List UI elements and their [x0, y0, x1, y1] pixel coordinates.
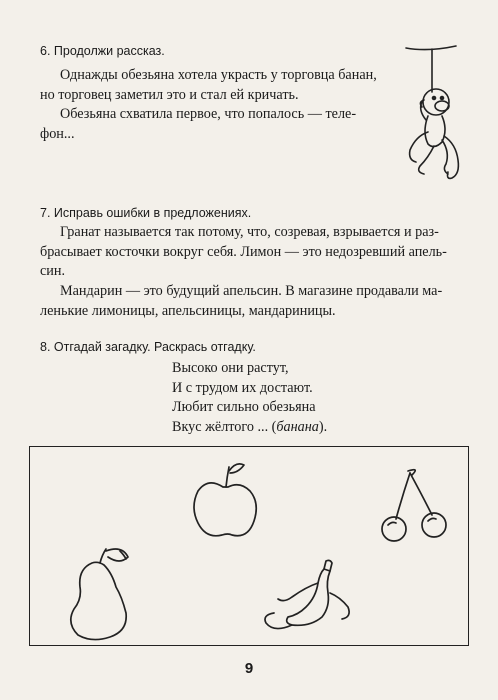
task-6-title: 6. Продолжи рассказ. [40, 44, 165, 58]
riddle-verse [172, 359, 327, 437]
task-6-line: Однажды обезьяна хотела украсть у торговца банан, [60, 67, 377, 83]
riddle-line: Высоко они растут, [172, 360, 289, 376]
cherries-drawing[interactable] [382, 470, 446, 541]
task-7-line: Гранат называется так потому, что, созревая, взрывается и раз- [60, 224, 439, 240]
task-7-line: ленькие лимоницы, апельсиницы, мандариницы. [40, 302, 336, 319]
task-6-text [40, 66, 390, 144]
task-7-line: брасывает косточки вокруг себя. Лимон — это недозревший апель- [40, 243, 447, 260]
task-7-paragraph-1 [40, 223, 468, 282]
riddle-suffix: ). [318, 418, 328, 435]
riddle-line: Любит сильно обезьяна [172, 399, 316, 415]
task-6-line: Обезьяна схватила первое, что попалось — теле- [60, 106, 357, 122]
pear-drawing[interactable] [71, 549, 128, 640]
apple-drawing[interactable] [194, 464, 256, 536]
page-number: 9 [244, 660, 254, 677]
task-8-title: 8. Отгадай загадку. Раскрась отгадку. [40, 340, 256, 354]
riddle-line: И с трудом их достают. [172, 379, 313, 396]
coloring-box[interactable] [29, 446, 469, 646]
riddle-line-last [172, 418, 327, 438]
task-7-line: Мандарин — это будущий апельсин. В магазине продавали ма- [60, 283, 443, 299]
banana-drawing[interactable] [265, 560, 349, 628]
fruit-drawings [30, 447, 467, 644]
task-6-line: но торговец заметил это и стал ей кричать. [40, 86, 299, 103]
riddle-answer: банана [276, 418, 319, 435]
task-6-line: фон... [40, 125, 75, 142]
task-7-title: 7. Исправь ошибки в предложениях. [40, 206, 252, 220]
task-7-paragraph-2 [40, 282, 468, 321]
monkey-illustration [398, 40, 468, 190]
riddle-prefix: Вкус жёлтого ... ( [172, 418, 277, 435]
task-7-line: син. [40, 263, 66, 279]
